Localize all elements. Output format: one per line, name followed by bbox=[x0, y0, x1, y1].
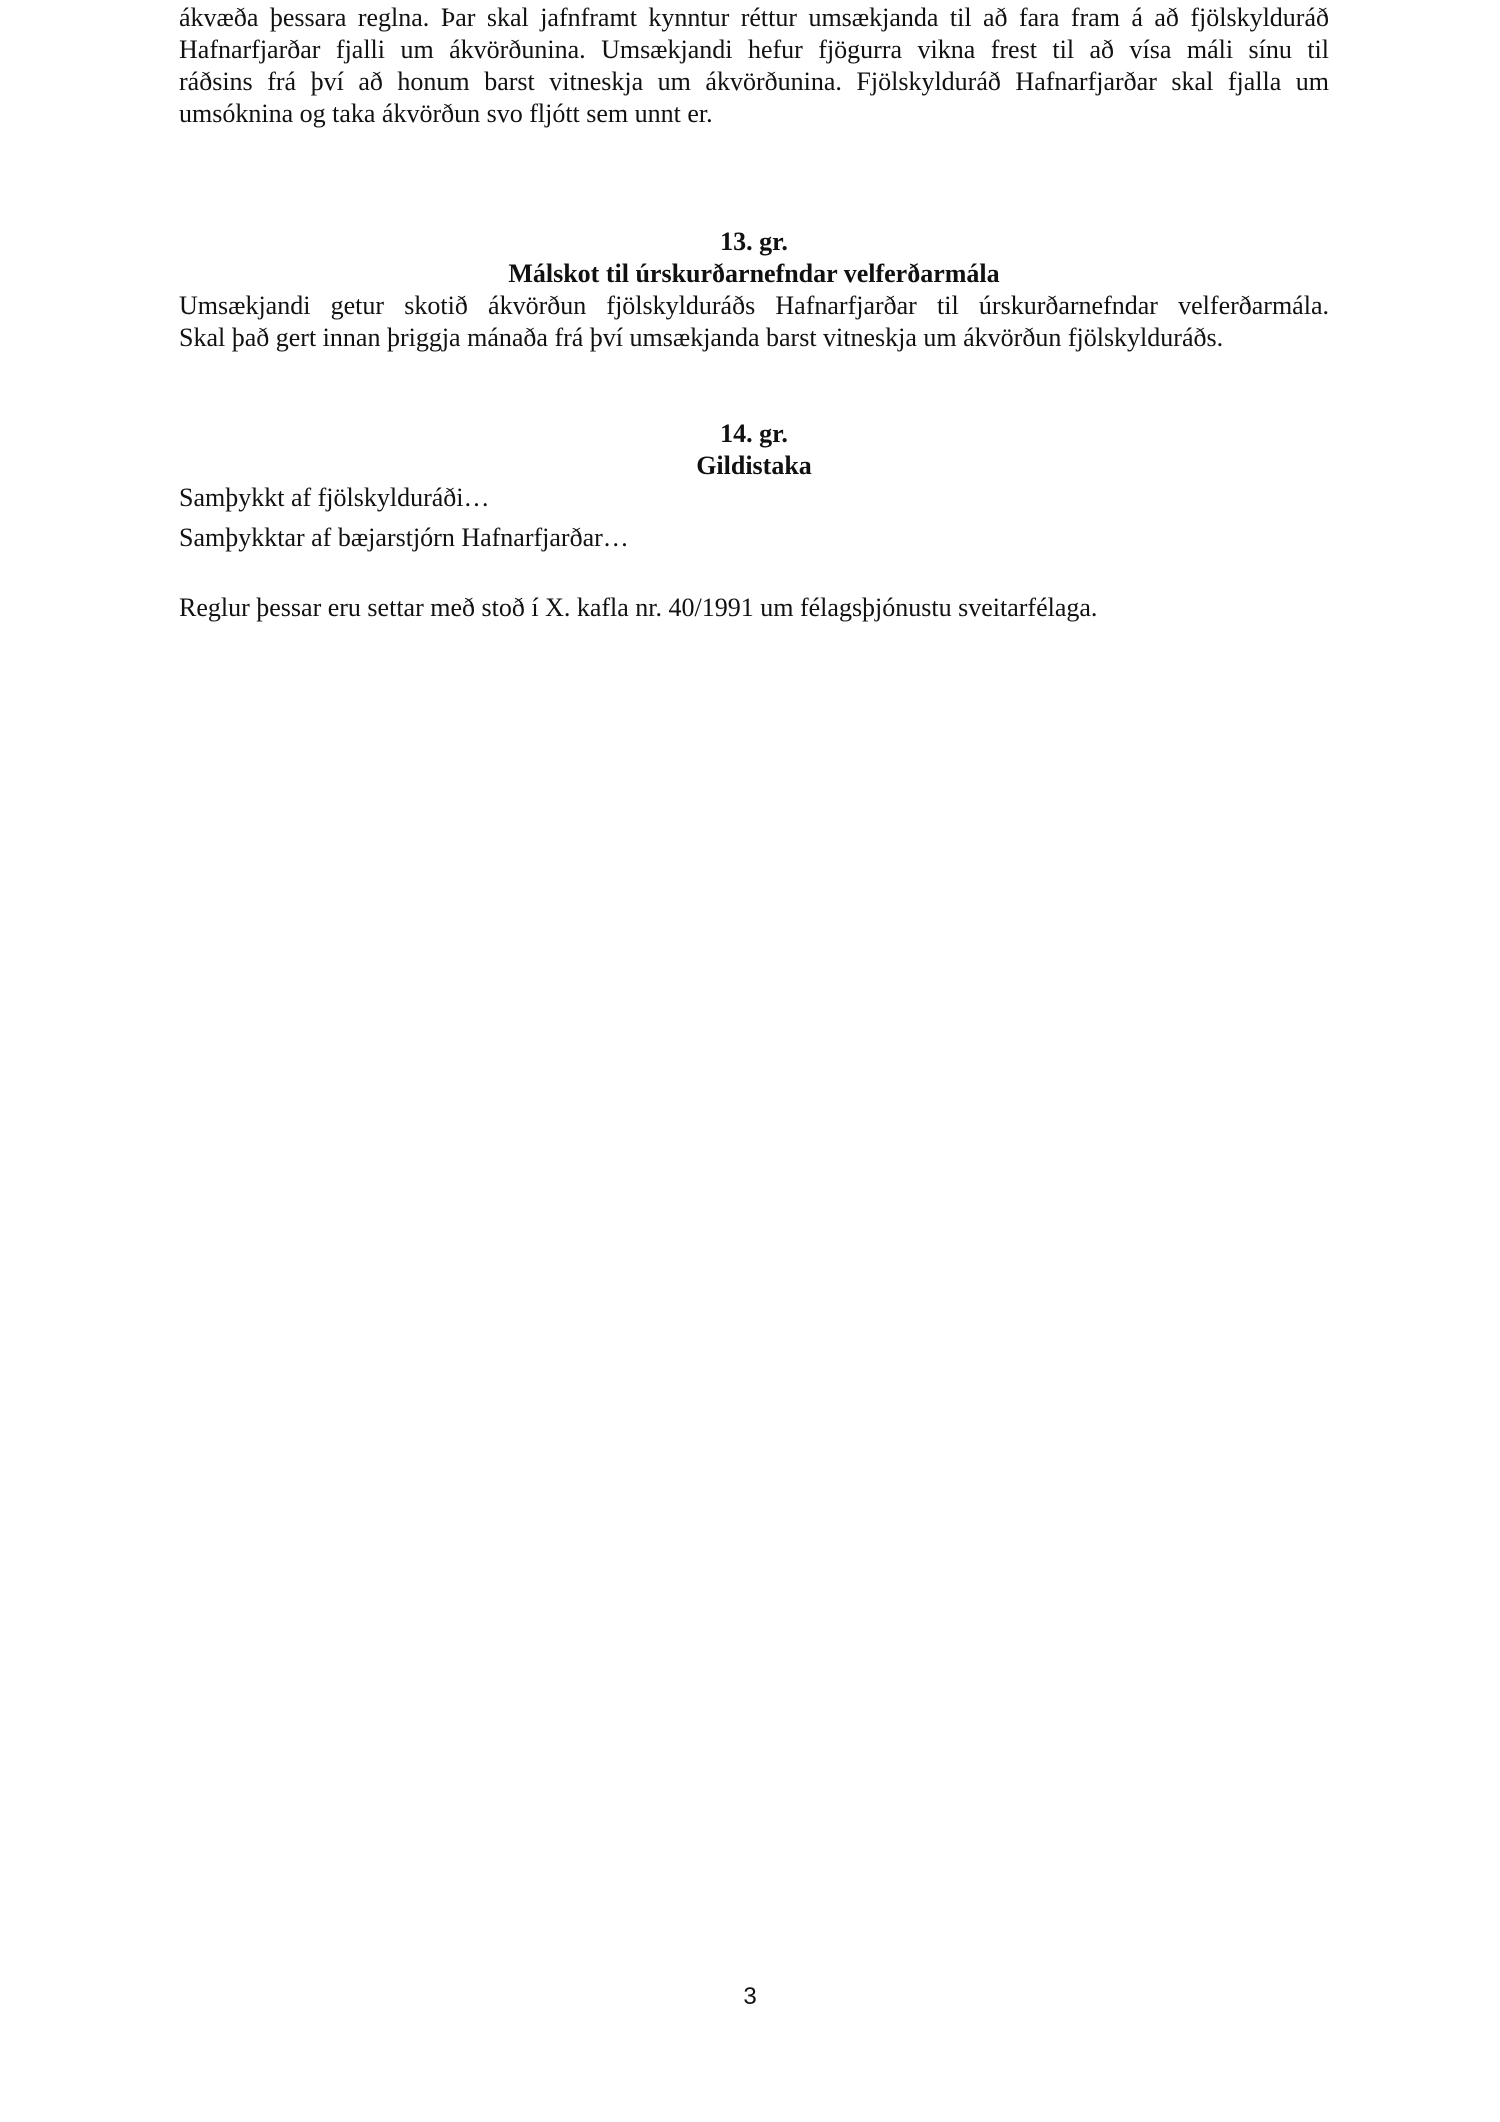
approval-line: Samþykkt af fjölskylduráði… bbox=[179, 483, 490, 512]
article-14-title: Gildistaka bbox=[696, 451, 812, 480]
article-14-approvals bbox=[179, 482, 1329, 554]
paragraph-line: ákvæða þessara reglna. Þar skal jafnframt kynntur réttur umsækjanda til að fara fram á að fjölskylduráð bbox=[179, 3, 1329, 32]
paragraph-line: Umsækjandi getur skotið ákvörðun fjölskylduráðs Hafnarfjarðar til úrskurðarnefndar velferðarmála. bbox=[179, 291, 1329, 320]
closing-note: Reglur þessar eru settar með stoð í X. kafla nr. 40/1991 um félagsþjónustu sveitarfélaga. bbox=[179, 593, 1098, 622]
article-14-number: 14. gr. bbox=[720, 419, 788, 448]
article-13-number: 13. gr. bbox=[720, 227, 788, 256]
approval-line: Samþykktar af bæjarstjórn Hafnarfjarðar… bbox=[179, 523, 629, 552]
paragraph-line: umsóknina og taka ákvörðun svo fljótt sem unnt er. bbox=[179, 99, 713, 128]
paragraph-line: Skal það gert innan þriggja mánaða frá því umsækjanda barst vitneskja um ákvörðun fjölskylduráðs. bbox=[179, 323, 1224, 352]
page-number: 3 bbox=[743, 1983, 757, 2010]
paragraph-line: Hafnarfjarðar fjalli um ákvörðunina. Umsækjandi hefur fjögurra vikna frest til að vísa máli sínu til bbox=[179, 35, 1329, 64]
article-13-title: Málskot til úrskurðarnefndar velferðarmála bbox=[508, 259, 1000, 288]
paragraph-line: ráðsins frá því að honum barst vitneskja um ákvörðunina. Fjölskylduráð Hafnarfjarðar skal fjalla um bbox=[179, 67, 1329, 96]
article-13-paragraph bbox=[179, 290, 1329, 354]
intro-paragraph bbox=[179, 2, 1329, 130]
